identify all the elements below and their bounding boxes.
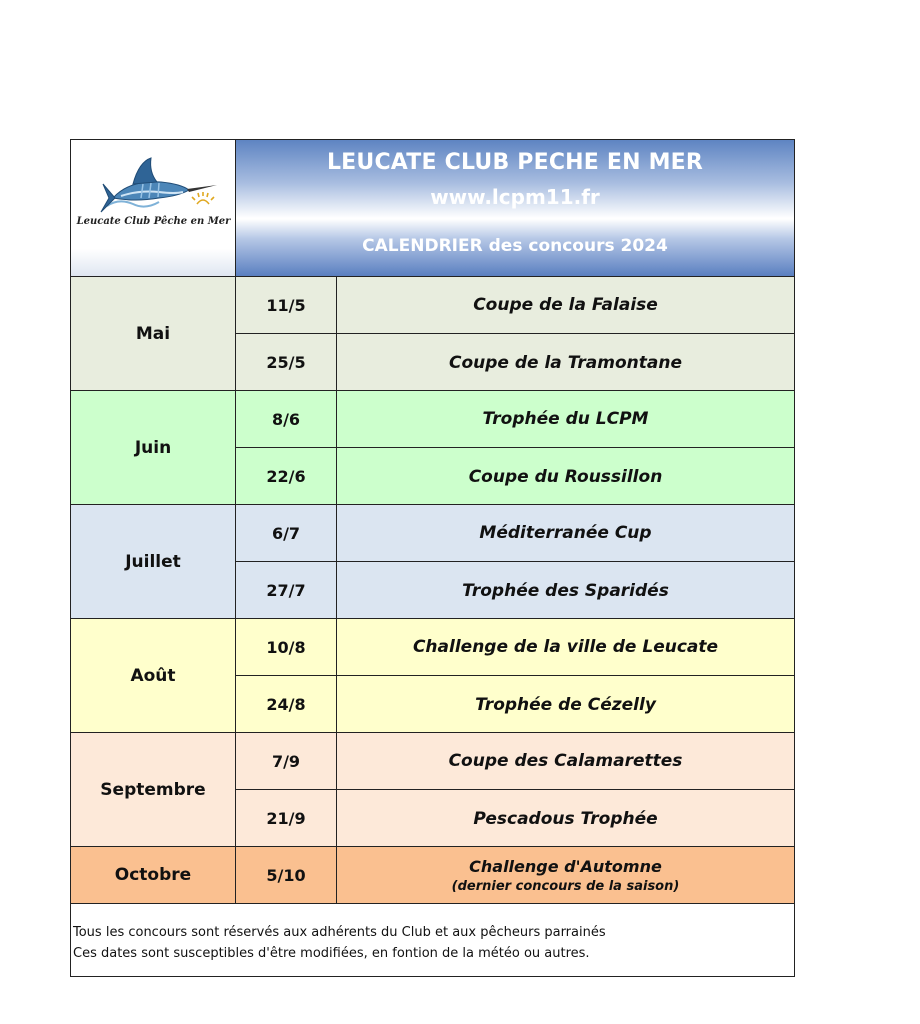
event-title-cell [337,505,794,561]
event-title-cell [337,448,794,505]
event-row [236,562,794,619]
event-row [236,391,794,448]
month-label: Juin [71,391,236,504]
event-date: 11/5 [236,277,337,333]
event-title: Coupe des Calamarettes [448,751,683,771]
month-group [71,391,794,505]
event-date: 5/10 [236,847,337,904]
event-title-cell [337,334,794,391]
calendar-sheet [70,139,795,977]
event-title-cell [337,619,794,675]
event-title: Méditerranée Cup [479,523,652,543]
event-title-cell [337,562,794,619]
month-label: Septembre [71,733,236,846]
event-title-cell [337,790,794,847]
month-group [71,847,794,904]
event-row [236,448,794,505]
event-row [236,619,794,676]
event-date: 8/6 [236,391,337,447]
event-title: Challenge de la ville de Leucate [412,637,719,657]
event-title: Coupe de la Tramontane [448,352,683,373]
footer-note-members: Tous les concours sont réservés aux adhérents du Club et aux pêcheurs parrainés [73,925,606,940]
calendar-subtitle-banner [236,219,794,276]
event-note: (dernier concours de la saison) [451,879,680,894]
month-label: Août [71,619,236,732]
event-title: Trophée de Cézelly [475,694,656,715]
month-group [71,505,794,619]
event-title: Trophée du LCPM [482,409,649,429]
month-group [71,619,794,733]
event-row [236,676,794,733]
event-date: 24/8 [236,676,337,733]
footer-notes [73,922,606,964]
event-date: 22/6 [236,448,337,505]
event-row [236,847,794,904]
month-group [71,733,794,847]
event-title-cell [337,676,794,733]
footer-note-dates: Ces dates sont susceptibles d'être modifiées, en fontion de la météo ou autres. [73,946,590,961]
logo-caption: Leucate Club Pêche en Mer [76,216,231,227]
month-label: Octobre [71,847,236,903]
event-title: Pescadous Trophée [473,808,658,829]
event-row [236,790,794,847]
event-date: 27/7 [236,562,337,619]
event-row [236,334,794,391]
header-banner [236,140,794,219]
event-date: 25/5 [236,334,337,391]
event-date: 7/9 [236,733,337,789]
event-title-cell [337,277,794,333]
month-group [71,277,794,391]
event-date: 10/8 [236,619,337,675]
month-label: Mai [71,277,236,390]
club-website[interactable]: www.lcpm11.fr [430,185,600,209]
event-row [236,733,794,790]
event-title: Challenge d'Automne [469,857,662,876]
marlin-logo-icon [99,154,219,216]
event-date: 21/9 [236,790,337,847]
event-title-cell [337,847,794,904]
calendar-subtitle: CALENDRIER des concours 2024 [362,236,668,256]
event-title: Trophée des Sparidés [462,580,669,601]
event-row [236,277,794,334]
month-label: Juillet [71,505,236,618]
event-date: 6/7 [236,505,337,561]
events-table [71,276,794,904]
event-title-cell [337,733,794,789]
event-row [236,505,794,562]
event-title-cell [337,391,794,447]
club-title: LEUCATE CLUB PECHE EN MER [326,150,704,175]
logo-cell [71,140,236,276]
event-title: Coupe du Roussillon [468,466,663,487]
event-title: Coupe de la Falaise [473,295,658,315]
